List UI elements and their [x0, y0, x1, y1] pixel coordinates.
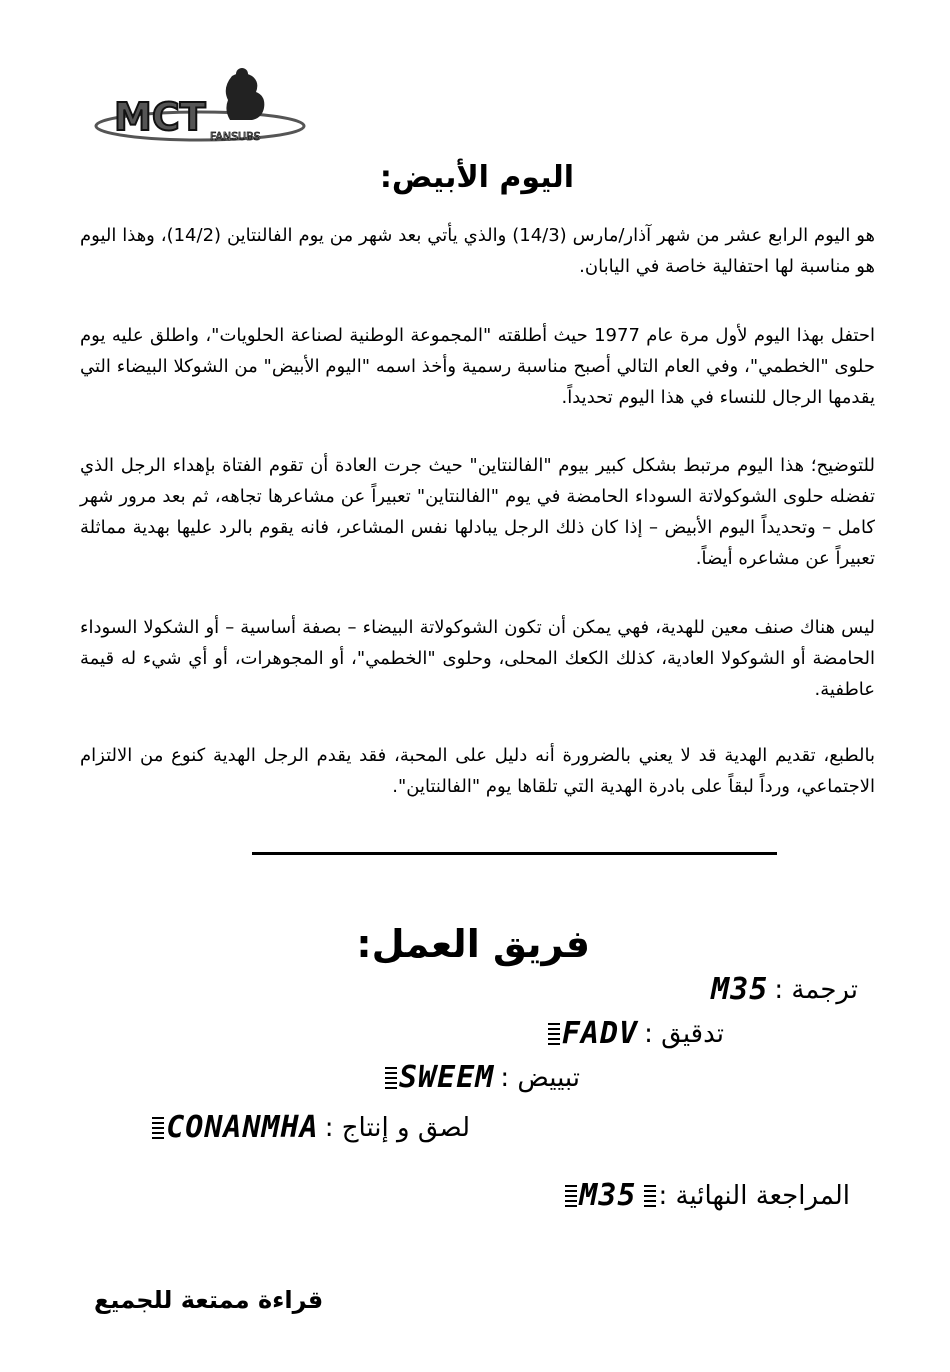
stripes-decoration	[385, 1067, 397, 1089]
paragraph-explanation: للتوضيح؛ هذا اليوم مرتبط بشكل كبير بيوم "الفالنتاين" حيث جرت العادة أن تقوم الفتاة بإهداء الرجل الذي تفضله حلوى الشوكولاتة السوداء الحامضة في يوم "الفالنتاين" تعبيراً عن مشاعرها تجاهه، ثم بعد مرور شهر كامل – وتحديداً اليوم الأبيض – إذا كان ذلك الرجل يبادلها نفس المشاعر، فانه يقوم بالرد عليها بهدية مماثلة تعبيراً عن مشاعره أيضاً.	[80, 455, 875, 569]
credit-typesetting	[150, 1110, 470, 1145]
credit-role: لصق و إنتاج :	[324, 1112, 470, 1143]
mct-fansubs-logo	[92, 68, 307, 148]
section-divider	[252, 852, 777, 855]
credit-name: FADV	[561, 1016, 639, 1051]
paragraph-history: احتفل بهذا اليوم لأول مرة عام 1977 حيث أطلقته "المجموعة الوطنية لصناعة الحلويات"، واطلق عليه يوم حلوى "الخطمي"، وفي العام التالي أصبح مناسبة رسمية وأخذ اسمه "اليوم الأبيض" من الشوكلا البيضاء التي يقدمها الرجال للنساء في هذا اليوم تحديداً.	[80, 325, 875, 408]
credit-role: تبييض :	[500, 1062, 580, 1093]
paragraph-gift-types: ليس هناك صنف معين للهدية، فهي يمكن أن تكون الشوكولاتة البيضاء – بصفة أساسية – أو الشكولا السوداء الحامضة أو الشوكولا العادية، كذلك الكعك المحلى، وحلوى "الخطمي"، أو المجوهرات، أو أي شيء له قيمة عاطفية.	[80, 617, 875, 700]
team-title: فريق العمل:	[356, 922, 590, 966]
stripes-decoration	[152, 1117, 164, 1139]
credit-role: ترجمة :	[774, 974, 858, 1005]
stripes-decoration	[565, 1185, 577, 1207]
credit-name: CONANMHA	[166, 1110, 319, 1145]
credit-translation	[711, 972, 858, 1007]
credit-name: M35	[579, 1178, 637, 1213]
logo-text-secondary: FANSUBS	[210, 130, 261, 143]
credit-cleaning	[383, 1060, 580, 1095]
paragraph-note: بالطبع، تقديم الهدية قد لا يعني بالضرورة أنه دليل على المحبة، فقد يقدم الرجل الهدية كنوع من الالتزام الاجتماعي، ورداً لبقاً على بادرة الهدية التي تلقاها يوم "الفالنتاين".	[80, 745, 875, 797]
credit-role: المراجعة النهائية :	[658, 1180, 850, 1211]
credit-name: SWEEM	[399, 1060, 495, 1095]
paragraph-intro: هو اليوم الرابع عشر من شهر آذار/مارس (14/3) والذي يأتي بعد شهر من يوم الفالنتاين (14/2)، وهذا اليوم هو مناسبة لها احتفالية خاصة في اليابان.	[80, 225, 875, 277]
credit-role: تدقيق :	[644, 1018, 724, 1049]
stripes-decoration	[644, 1185, 656, 1207]
credit-final-review	[563, 1178, 850, 1213]
stripes-decoration	[548, 1023, 560, 1045]
page-title: اليوم الأبيض:	[379, 160, 574, 195]
logo-text-primary: MCT	[114, 95, 206, 139]
credit-proofreading	[546, 1016, 724, 1051]
credit-name: M35	[711, 972, 769, 1007]
closing-text: قراءة ممتعة للجميع	[94, 1286, 324, 1314]
